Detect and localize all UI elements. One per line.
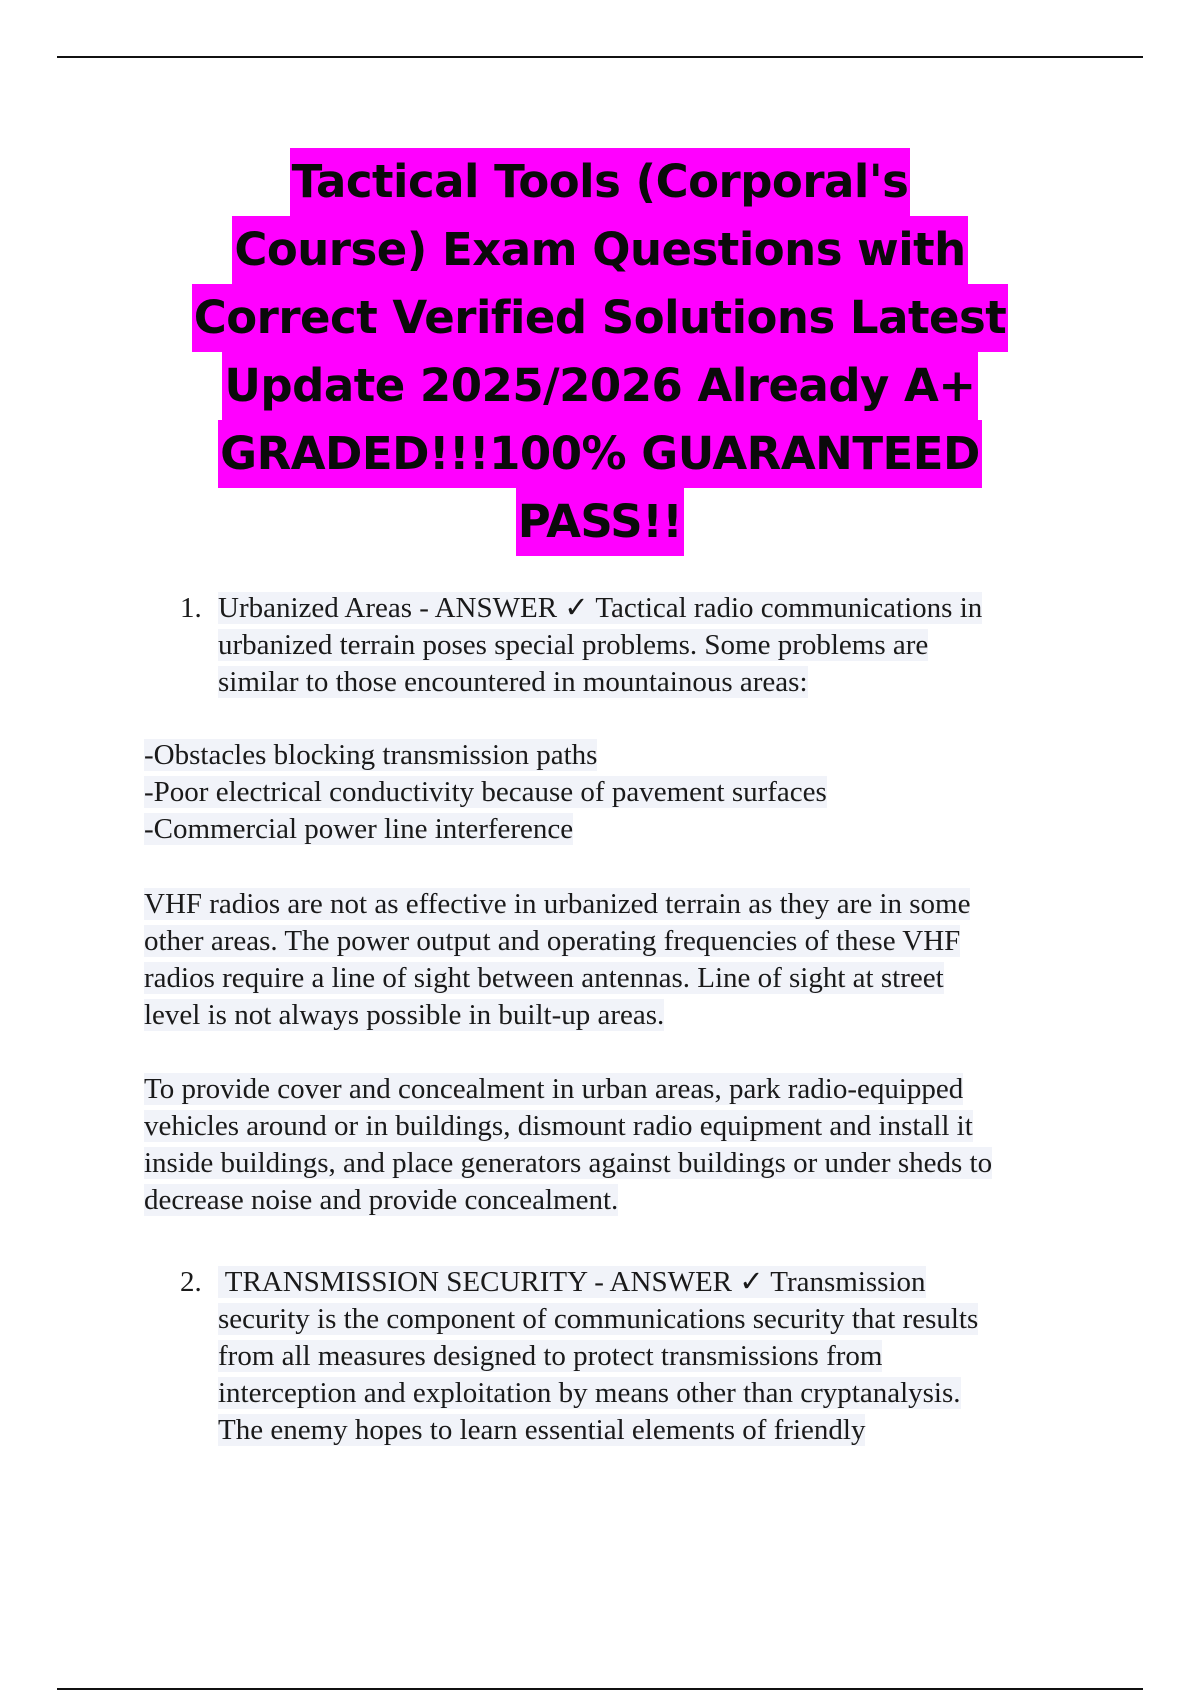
question-line: Urbanized Areas - ANSWER ✓ Tactical radio communications in [218, 592, 983, 624]
paragraph-line: other areas. The power output and operating frequencies of these VHF [144, 925, 961, 957]
paragraph-line: radios require a line of sight between antennas. Line of sight at street [144, 962, 944, 994]
question-line: The enemy hopes to learn essential elements of friendly [218, 1414, 866, 1446]
title-line: Tactical Tools (Corporal's [290, 148, 911, 216]
title-line: Correct Verified Solutions Latest [192, 284, 1009, 352]
question-2-text [218, 1264, 1098, 1449]
list-item: -Obstacles blocking transmission paths [144, 739, 598, 771]
paragraph-line: vehicles around or in buildings, dismount radio equipment and install it [144, 1110, 973, 1142]
question-2-number: 2. [180, 1266, 202, 1298]
title-line: PASS!! [516, 488, 685, 556]
question-1-text [218, 590, 1098, 701]
title-line: Update 2025/2026 Already A+ [222, 352, 977, 420]
list-item: -Commercial power line interference [144, 813, 574, 845]
paragraph-line: To provide cover and concealment in urban areas, park radio-equipped [144, 1073, 964, 1105]
paragraph-vhf [144, 886, 1104, 1034]
question-line: security is the component of communications security that results [218, 1303, 979, 1335]
paragraph-line: level is not always possible in built-up areas. [144, 999, 665, 1031]
title-line: Course) Exam Questions with [232, 216, 967, 284]
question-line: interception and exploitation by means other than cryptanalysis. [218, 1377, 961, 1409]
bottom-rule [57, 1688, 1143, 1690]
paragraph-line: VHF radios are not as effective in urbanized terrain as they are in some [144, 888, 971, 920]
question-line: urbanized terrain poses special problems. Some problems are [218, 629, 929, 661]
question-line: similar to those encountered in mountainous areas: [218, 666, 808, 698]
problem-list [144, 737, 1104, 848]
question-line: TRANSMISSION SECURITY - ANSWER ✓ Transmission [218, 1266, 926, 1298]
paragraph-cover [144, 1071, 1104, 1219]
question-line: from all measures designed to protect transmissions from [218, 1340, 883, 1372]
title-line: GRADED!!!100% GUARANTEED [218, 420, 982, 488]
list-item: -Poor electrical conductivity because of pavement surfaces [144, 776, 827, 808]
paragraph-line: decrease noise and provide concealment. [144, 1184, 619, 1216]
document-title [0, 148, 1200, 556]
question-1-number: 1. [180, 592, 202, 624]
top-rule [57, 56, 1143, 58]
paragraph-line: inside buildings, and place generators against buildings or under sheds to [144, 1147, 993, 1179]
